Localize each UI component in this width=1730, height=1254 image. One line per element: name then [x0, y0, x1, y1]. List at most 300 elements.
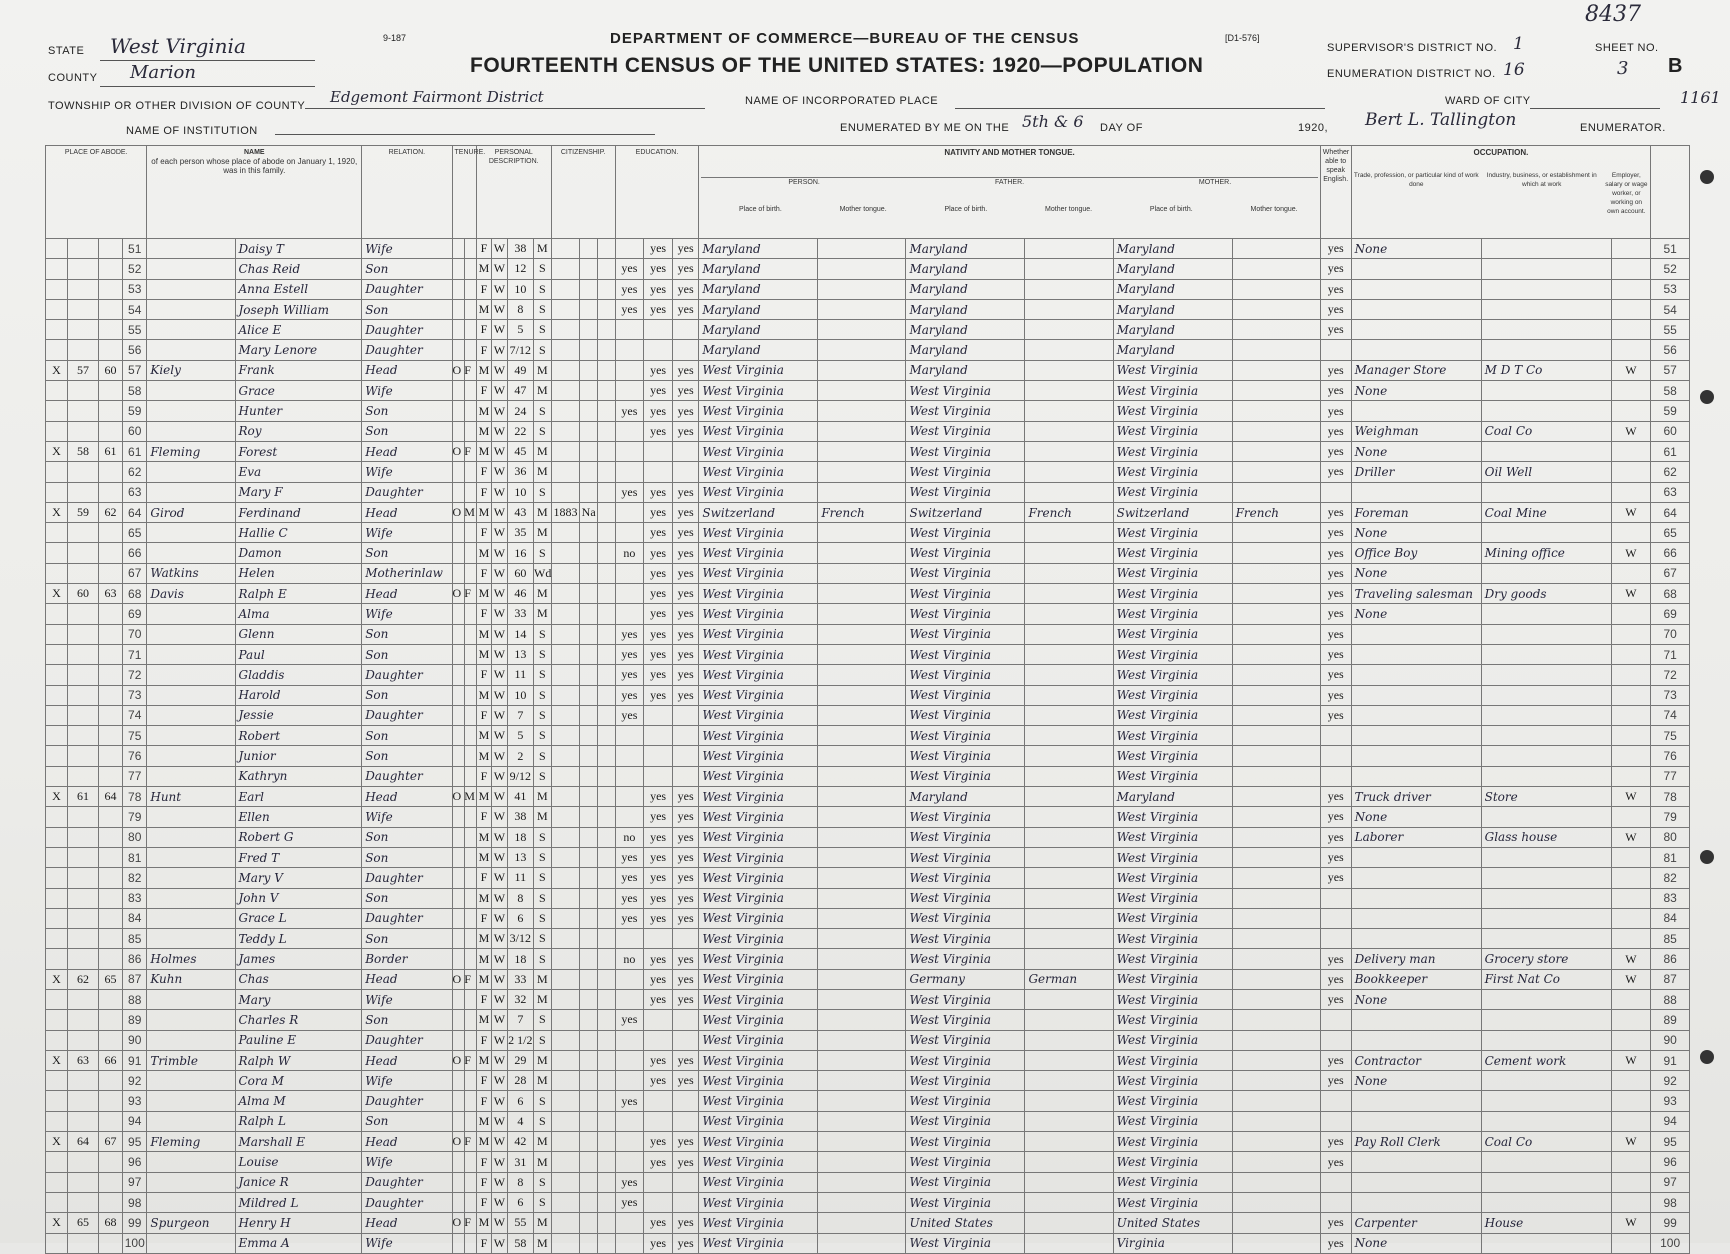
cell-birthplace: West Virginia: [699, 766, 818, 786]
census-row: [46, 1152, 1690, 1172]
cell-sex: F: [476, 705, 491, 725]
cell-mother-birthplace: Maryland: [1113, 239, 1232, 259]
cell-trade: Traveling salesman: [1351, 584, 1481, 604]
cell-mother-tongue: [818, 1152, 906, 1172]
cell-mother-birthplace: West Virginia: [1113, 949, 1232, 969]
cell-relation: Daughter: [362, 482, 452, 502]
cell-year-naturalized: [597, 360, 615, 380]
cell-surname: Kiely: [147, 360, 235, 380]
cell-mother-tongue: [818, 868, 906, 888]
cell-tenure: [452, 685, 464, 705]
cell-surname: [147, 543, 235, 563]
cell-line-number-right: 83: [1651, 888, 1690, 908]
cell-industry: [1481, 239, 1611, 259]
cell-surname: [147, 482, 235, 502]
cell-speaks-english: yes: [1320, 1132, 1351, 1152]
cell-line: 83: [123, 888, 147, 908]
cell-speaks-english: yes: [1320, 502, 1351, 522]
supervisor-value: 1: [1513, 34, 1524, 54]
census-row: [46, 807, 1690, 827]
cell-read: yes: [644, 563, 673, 583]
cell-father-tongue: [1025, 239, 1113, 259]
cell-industry: Coal Co: [1481, 421, 1611, 441]
cell-write: yes: [672, 543, 698, 563]
cell-mother-birthplace: West Virginia: [1113, 665, 1232, 685]
cell-surname: Holmes: [147, 949, 235, 969]
cell-street: [46, 1091, 68, 1111]
cell-mother-birthplace: West Virginia: [1113, 482, 1232, 502]
cell-tenure: [452, 1233, 464, 1253]
cell-sex: M: [476, 726, 491, 746]
cell-trade: Laborer: [1351, 827, 1481, 847]
cell-line: 54: [123, 299, 147, 319]
cell-birthplace: West Virginia: [699, 665, 818, 685]
cell-mother-birthplace: West Virginia: [1113, 604, 1232, 624]
cell-father-tongue: [1025, 827, 1113, 847]
cell-dwelling: [68, 1172, 99, 1192]
cell-year-naturalized: [597, 847, 615, 867]
census-row: [46, 705, 1690, 725]
cell-year-naturalized: [597, 807, 615, 827]
cell-dwelling: 57: [68, 360, 99, 380]
cell-year-naturalized: [597, 1172, 615, 1192]
cell-year-immigration: [551, 746, 580, 766]
cell-dwelling: [68, 726, 99, 746]
cell-employer-class: [1611, 320, 1651, 340]
cell-marital: M: [534, 502, 552, 522]
cell-father-birthplace: West Virginia: [906, 644, 1025, 664]
cell-age: 33: [507, 969, 533, 989]
occupation-subheaders: [1354, 171, 1649, 216]
cell-employer-class: [1611, 523, 1651, 543]
cell-marital: S: [534, 259, 552, 279]
cell-father-tongue: [1025, 888, 1113, 908]
cell-mortgage: [464, 1233, 476, 1253]
cell-marital: M: [534, 1233, 552, 1253]
cell-father-tongue: [1025, 685, 1113, 705]
cell-mortgage: [464, 299, 476, 319]
cell-age: 49: [507, 360, 533, 380]
cell-industry: [1481, 726, 1611, 746]
cell-employer-class: [1611, 665, 1651, 685]
cell-father-birthplace: Maryland: [906, 259, 1025, 279]
cell-school: no: [615, 543, 644, 563]
cell-mother-birthplace: West Virginia: [1113, 1030, 1232, 1050]
cell-marital: S: [534, 401, 552, 421]
cell-write: yes: [672, 259, 698, 279]
cell-father-tongue: [1025, 381, 1113, 401]
cell-industry: [1481, 401, 1611, 421]
cell-trade: Pay Roll Clerk: [1351, 1132, 1481, 1152]
cell-age: 16: [507, 543, 533, 563]
cell-father-birthplace: West Virginia: [906, 929, 1025, 949]
cell-age: 46: [507, 584, 533, 604]
cell-birthplace: West Virginia: [699, 462, 818, 482]
cell-school: [615, 1152, 644, 1172]
cell-mother-tongue-m: [1232, 482, 1320, 502]
cell-year-immigration: [551, 441, 580, 461]
cell-mother-tongue-m: [1232, 949, 1320, 969]
cell-family: [98, 1091, 122, 1111]
cell-year-naturalized: [597, 299, 615, 319]
census-row: [46, 989, 1690, 1009]
cell-read: yes: [644, 523, 673, 543]
cell-mother-birthplace: West Virginia: [1113, 827, 1232, 847]
cell-employer-class: [1611, 381, 1651, 401]
cell-school: no: [615, 827, 644, 847]
state-label: STATE: [48, 45, 85, 57]
cell-mortgage: [464, 1192, 476, 1212]
cell-dwelling: [68, 279, 99, 299]
cell-family: [98, 340, 122, 360]
cell-father-tongue: [1025, 441, 1113, 461]
cell-employer-class: [1611, 1111, 1651, 1131]
cell-dwelling: [68, 746, 99, 766]
cell-tenure: [452, 746, 464, 766]
cell-given-name: Marshall E: [235, 1132, 362, 1152]
cell-sex: M: [476, 847, 491, 867]
cell-speaks-english: yes: [1320, 543, 1351, 563]
cell-tenure: [452, 868, 464, 888]
cell-mother-birthplace: West Virginia: [1113, 705, 1232, 725]
cell-street: [46, 563, 68, 583]
cell-mortgage: [464, 421, 476, 441]
cell-street: [46, 320, 68, 340]
cell-year-naturalized: [597, 462, 615, 482]
cell-industry: [1481, 705, 1611, 725]
census-row: [46, 502, 1690, 522]
cell-tenure: [452, 340, 464, 360]
cell-naturalized: [580, 360, 598, 380]
cell-year-immigration: [551, 1111, 580, 1131]
cell-mother-tongue: [818, 949, 906, 969]
cell-speaks-english: [1320, 746, 1351, 766]
cell-dwelling: [68, 929, 99, 949]
number-header: [1651, 146, 1690, 239]
census-row: [46, 340, 1690, 360]
cell-year-naturalized: [597, 340, 615, 360]
cell-line: 75: [123, 726, 147, 746]
cell-surname: [147, 847, 235, 867]
cell-write: [672, 929, 698, 949]
cell-street: [46, 685, 68, 705]
cell-naturalized: [580, 908, 598, 928]
cell-surname: [147, 766, 235, 786]
cell-mother-tongue-m: [1232, 705, 1320, 725]
cell-surname: [147, 320, 235, 340]
cell-trade: Carpenter: [1351, 1213, 1481, 1233]
cell-mother-birthplace: West Virginia: [1113, 1111, 1232, 1131]
cell-school: [615, 320, 644, 340]
cell-mother-tongue: [818, 888, 906, 908]
cell-mother-tongue-m: [1232, 543, 1320, 563]
census-table: [45, 145, 1690, 1254]
cell-street: [46, 949, 68, 969]
cell-relation: Head: [362, 441, 452, 461]
cell-tenure: [452, 401, 464, 421]
cell-street: X: [46, 1132, 68, 1152]
census-row: [46, 1030, 1690, 1050]
cell-line-number-right: 86: [1651, 949, 1690, 969]
cell-employer-class: [1611, 563, 1651, 583]
cell-relation: Daughter: [362, 1192, 452, 1212]
cell-surname: [147, 624, 235, 644]
cell-naturalized: [580, 543, 598, 563]
cell-year-naturalized: [597, 1152, 615, 1172]
cell-dwelling: [68, 685, 99, 705]
cell-relation: Wife: [362, 989, 452, 1009]
cell-birthplace: West Virginia: [699, 1010, 818, 1030]
cell-birthplace: West Virginia: [699, 949, 818, 969]
cell-industry: [1481, 320, 1611, 340]
cell-speaks-english: yes: [1320, 1213, 1351, 1233]
cell-birthplace: West Virginia: [699, 807, 818, 827]
cell-father-tongue: [1025, 604, 1113, 624]
cell-mother-tongue-m: [1232, 1050, 1320, 1070]
cell-industry: [1481, 1010, 1611, 1030]
cell-naturalized: [580, 989, 598, 1009]
cell-given-name: Mildred L: [235, 1192, 362, 1212]
cell-naturalized: [580, 1091, 598, 1111]
cell-father-tongue: [1025, 1213, 1113, 1233]
cell-year-immigration: 1883: [551, 502, 580, 522]
cell-street: [46, 908, 68, 928]
census-row: [46, 563, 1690, 583]
cell-surname: Fleming: [147, 1132, 235, 1152]
cell-trade: [1351, 1030, 1481, 1050]
cell-employer-class: [1611, 259, 1651, 279]
cell-mother-tongue: [818, 1010, 906, 1030]
cell-year-naturalized: [597, 665, 615, 685]
form-code: [D1-576]: [1225, 33, 1260, 43]
census-row: [46, 787, 1690, 807]
cell-year-naturalized: [597, 989, 615, 1009]
cell-line: 57: [123, 360, 147, 380]
cell-read: yes: [644, 665, 673, 685]
cell-birthplace: Maryland: [699, 259, 818, 279]
cell-sex: F: [476, 604, 491, 624]
cell-tenure: [452, 1071, 464, 1091]
cell-write: yes: [672, 1050, 698, 1070]
cell-employer-class: W: [1611, 421, 1651, 441]
institution-label: NAME OF INSTITUTION: [126, 125, 258, 137]
cell-relation: Wife: [362, 604, 452, 624]
cell-father-tongue: [1025, 807, 1113, 827]
cell-write: yes: [672, 868, 698, 888]
cell-street: X: [46, 441, 68, 461]
cell-year-immigration: [551, 1172, 580, 1192]
cell-line: 52: [123, 259, 147, 279]
cell-surname: [147, 868, 235, 888]
cell-surname: [147, 279, 235, 299]
cell-naturalized: [580, 929, 598, 949]
cell-year-naturalized: [597, 1030, 615, 1050]
cell-year-immigration: [551, 584, 580, 604]
cell-year-naturalized: [597, 624, 615, 644]
cell-mortgage: [464, 807, 476, 827]
cell-naturalized: [580, 807, 598, 827]
cell-mother-birthplace: West Virginia: [1113, 584, 1232, 604]
cell-trade: [1351, 908, 1481, 928]
cell-school: yes: [615, 624, 644, 644]
cell-year-immigration: [551, 482, 580, 502]
cell-street: [46, 705, 68, 725]
cell-race: W: [492, 1030, 507, 1050]
cell-school: yes: [615, 299, 644, 319]
cell-school: no: [615, 949, 644, 969]
cell-father-birthplace: Maryland: [906, 360, 1025, 380]
cell-line: 89: [123, 1010, 147, 1030]
cell-father-birthplace: West Virginia: [906, 746, 1025, 766]
cell-naturalized: [580, 1132, 598, 1152]
cell-trade: [1351, 401, 1481, 421]
cell-mother-tongue-m: [1232, 421, 1320, 441]
cell-employer-class: [1611, 462, 1651, 482]
cell-birthplace: West Virginia: [699, 543, 818, 563]
cell-father-birthplace: West Virginia: [906, 1091, 1025, 1111]
cell-mother-tongue-m: [1232, 685, 1320, 705]
cell-line-number-right: 61: [1651, 441, 1690, 461]
cell-read: yes: [644, 1213, 673, 1233]
cell-mortgage: [464, 888, 476, 908]
cell-tenure: O F: [452, 1132, 464, 1152]
cell-relation: Son: [362, 421, 452, 441]
cell-birthplace: Maryland: [699, 279, 818, 299]
cell-year-immigration: [551, 949, 580, 969]
cell-mother-tongue-m: [1232, 239, 1320, 259]
cell-marital: S: [534, 746, 552, 766]
cell-given-name: James: [235, 949, 362, 969]
cell-trade: Office Boy: [1351, 543, 1481, 563]
cell-industry: [1481, 1030, 1611, 1050]
cell-sex: F: [476, 381, 491, 401]
binding-hole: [1700, 390, 1714, 404]
cell-sex: M: [476, 888, 491, 908]
cell-surname: [147, 908, 235, 928]
cell-father-birthplace: West Virginia: [906, 726, 1025, 746]
cell-mother-tongue: [818, 908, 906, 928]
cell-surname: Kuhn: [147, 969, 235, 989]
cell-race: W: [492, 949, 507, 969]
cell-speaks-english: yes: [1320, 1152, 1351, 1172]
cell-given-name: Alma: [235, 604, 362, 624]
cell-industry: Coal Mine: [1481, 502, 1611, 522]
cell-trade: None: [1351, 441, 1481, 461]
cell-line: 67: [123, 563, 147, 583]
cell-mother-tongue: [818, 1071, 906, 1091]
cell-given-name: Ellen: [235, 807, 362, 827]
nativity-header-title: NATIVITY AND MOTHER TONGUE.: [944, 148, 1075, 157]
cell-surname: [147, 746, 235, 766]
cell-race: W: [492, 1172, 507, 1192]
cell-naturalized: [580, 1192, 598, 1212]
cell-line: 96: [123, 1152, 147, 1172]
cell-father-tongue: [1025, 462, 1113, 482]
cell-employer-class: [1611, 401, 1651, 421]
cell-school: yes: [615, 1192, 644, 1212]
cell-naturalized: [580, 705, 598, 725]
cell-birthplace: West Virginia: [699, 888, 818, 908]
cell-year-naturalized: [597, 868, 615, 888]
cell-line: 69: [123, 604, 147, 624]
cell-father-birthplace: West Virginia: [906, 847, 1025, 867]
cell-sex: F: [476, 989, 491, 1009]
cell-mother-tongue-m: [1232, 644, 1320, 664]
cell-read: yes: [644, 421, 673, 441]
cell-family: [98, 381, 122, 401]
cell-father-birthplace: West Virginia: [906, 665, 1025, 685]
cell-tenure: O F: [452, 360, 464, 380]
cell-father-tongue: [1025, 705, 1113, 725]
cell-given-name: Paul: [235, 644, 362, 664]
cell-street: [46, 401, 68, 421]
cell-school: [615, 421, 644, 441]
cell-given-name: Chas: [235, 969, 362, 989]
cell-industry: [1481, 929, 1611, 949]
cell-line: 63: [123, 482, 147, 502]
cell-employer-class: [1611, 1192, 1651, 1212]
cell-mother-birthplace: Maryland: [1113, 320, 1232, 340]
cell-street: [46, 1071, 68, 1091]
cell-mother-tongue-m: [1232, 827, 1320, 847]
cell-dwelling: [68, 1152, 99, 1172]
cell-line: 84: [123, 908, 147, 928]
cell-read: [644, 1091, 673, 1111]
cell-employer-class: W: [1611, 1050, 1651, 1070]
cell-family: 68: [98, 1213, 122, 1233]
cell-father-birthplace: West Virginia: [906, 868, 1025, 888]
mt-label: Mother tongue.: [839, 206, 887, 213]
cell-father-tongue: [1025, 299, 1113, 319]
cell-mother-birthplace: West Virginia: [1113, 441, 1232, 461]
cell-surname: [147, 421, 235, 441]
cell-read: [644, 1030, 673, 1050]
cell-trade: Manager Store: [1351, 360, 1481, 380]
cell-dwelling: [68, 807, 99, 827]
cell-father-tongue: [1025, 929, 1113, 949]
cell-dwelling: [68, 665, 99, 685]
cell-employer-class: W: [1611, 360, 1651, 380]
cell-trade: [1351, 868, 1481, 888]
cell-family: [98, 1030, 122, 1050]
cell-marital: S: [534, 685, 552, 705]
cell-given-name: Helen: [235, 563, 362, 583]
cell-trade: Weighman: [1351, 421, 1481, 441]
cell-relation: Daughter: [362, 340, 452, 360]
cell-industry: [1481, 1172, 1611, 1192]
cell-surname: [147, 340, 235, 360]
cell-mother-tongue-m: [1232, 584, 1320, 604]
cell-mother-tongue: [818, 462, 906, 482]
cell-dwelling: [68, 827, 99, 847]
cell-father-birthplace: West Virginia: [906, 1030, 1025, 1050]
cell-birthplace: West Virginia: [699, 1050, 818, 1070]
census-row: [46, 1091, 1690, 1111]
cell-surname: [147, 381, 235, 401]
cell-given-name: Forest: [235, 441, 362, 461]
cell-read: yes: [644, 787, 673, 807]
cell-speaks-english: yes: [1320, 584, 1351, 604]
cell-employer-class: W: [1611, 1132, 1651, 1152]
cell-mother-birthplace: West Virginia: [1113, 1132, 1232, 1152]
cell-mother-tongue: [818, 989, 906, 1009]
cell-race: W: [492, 685, 507, 705]
cell-school: yes: [615, 259, 644, 279]
cell-sex: F: [476, 279, 491, 299]
cell-age: 10: [507, 685, 533, 705]
cell-school: [615, 604, 644, 624]
cell-father-tongue: [1025, 1152, 1113, 1172]
